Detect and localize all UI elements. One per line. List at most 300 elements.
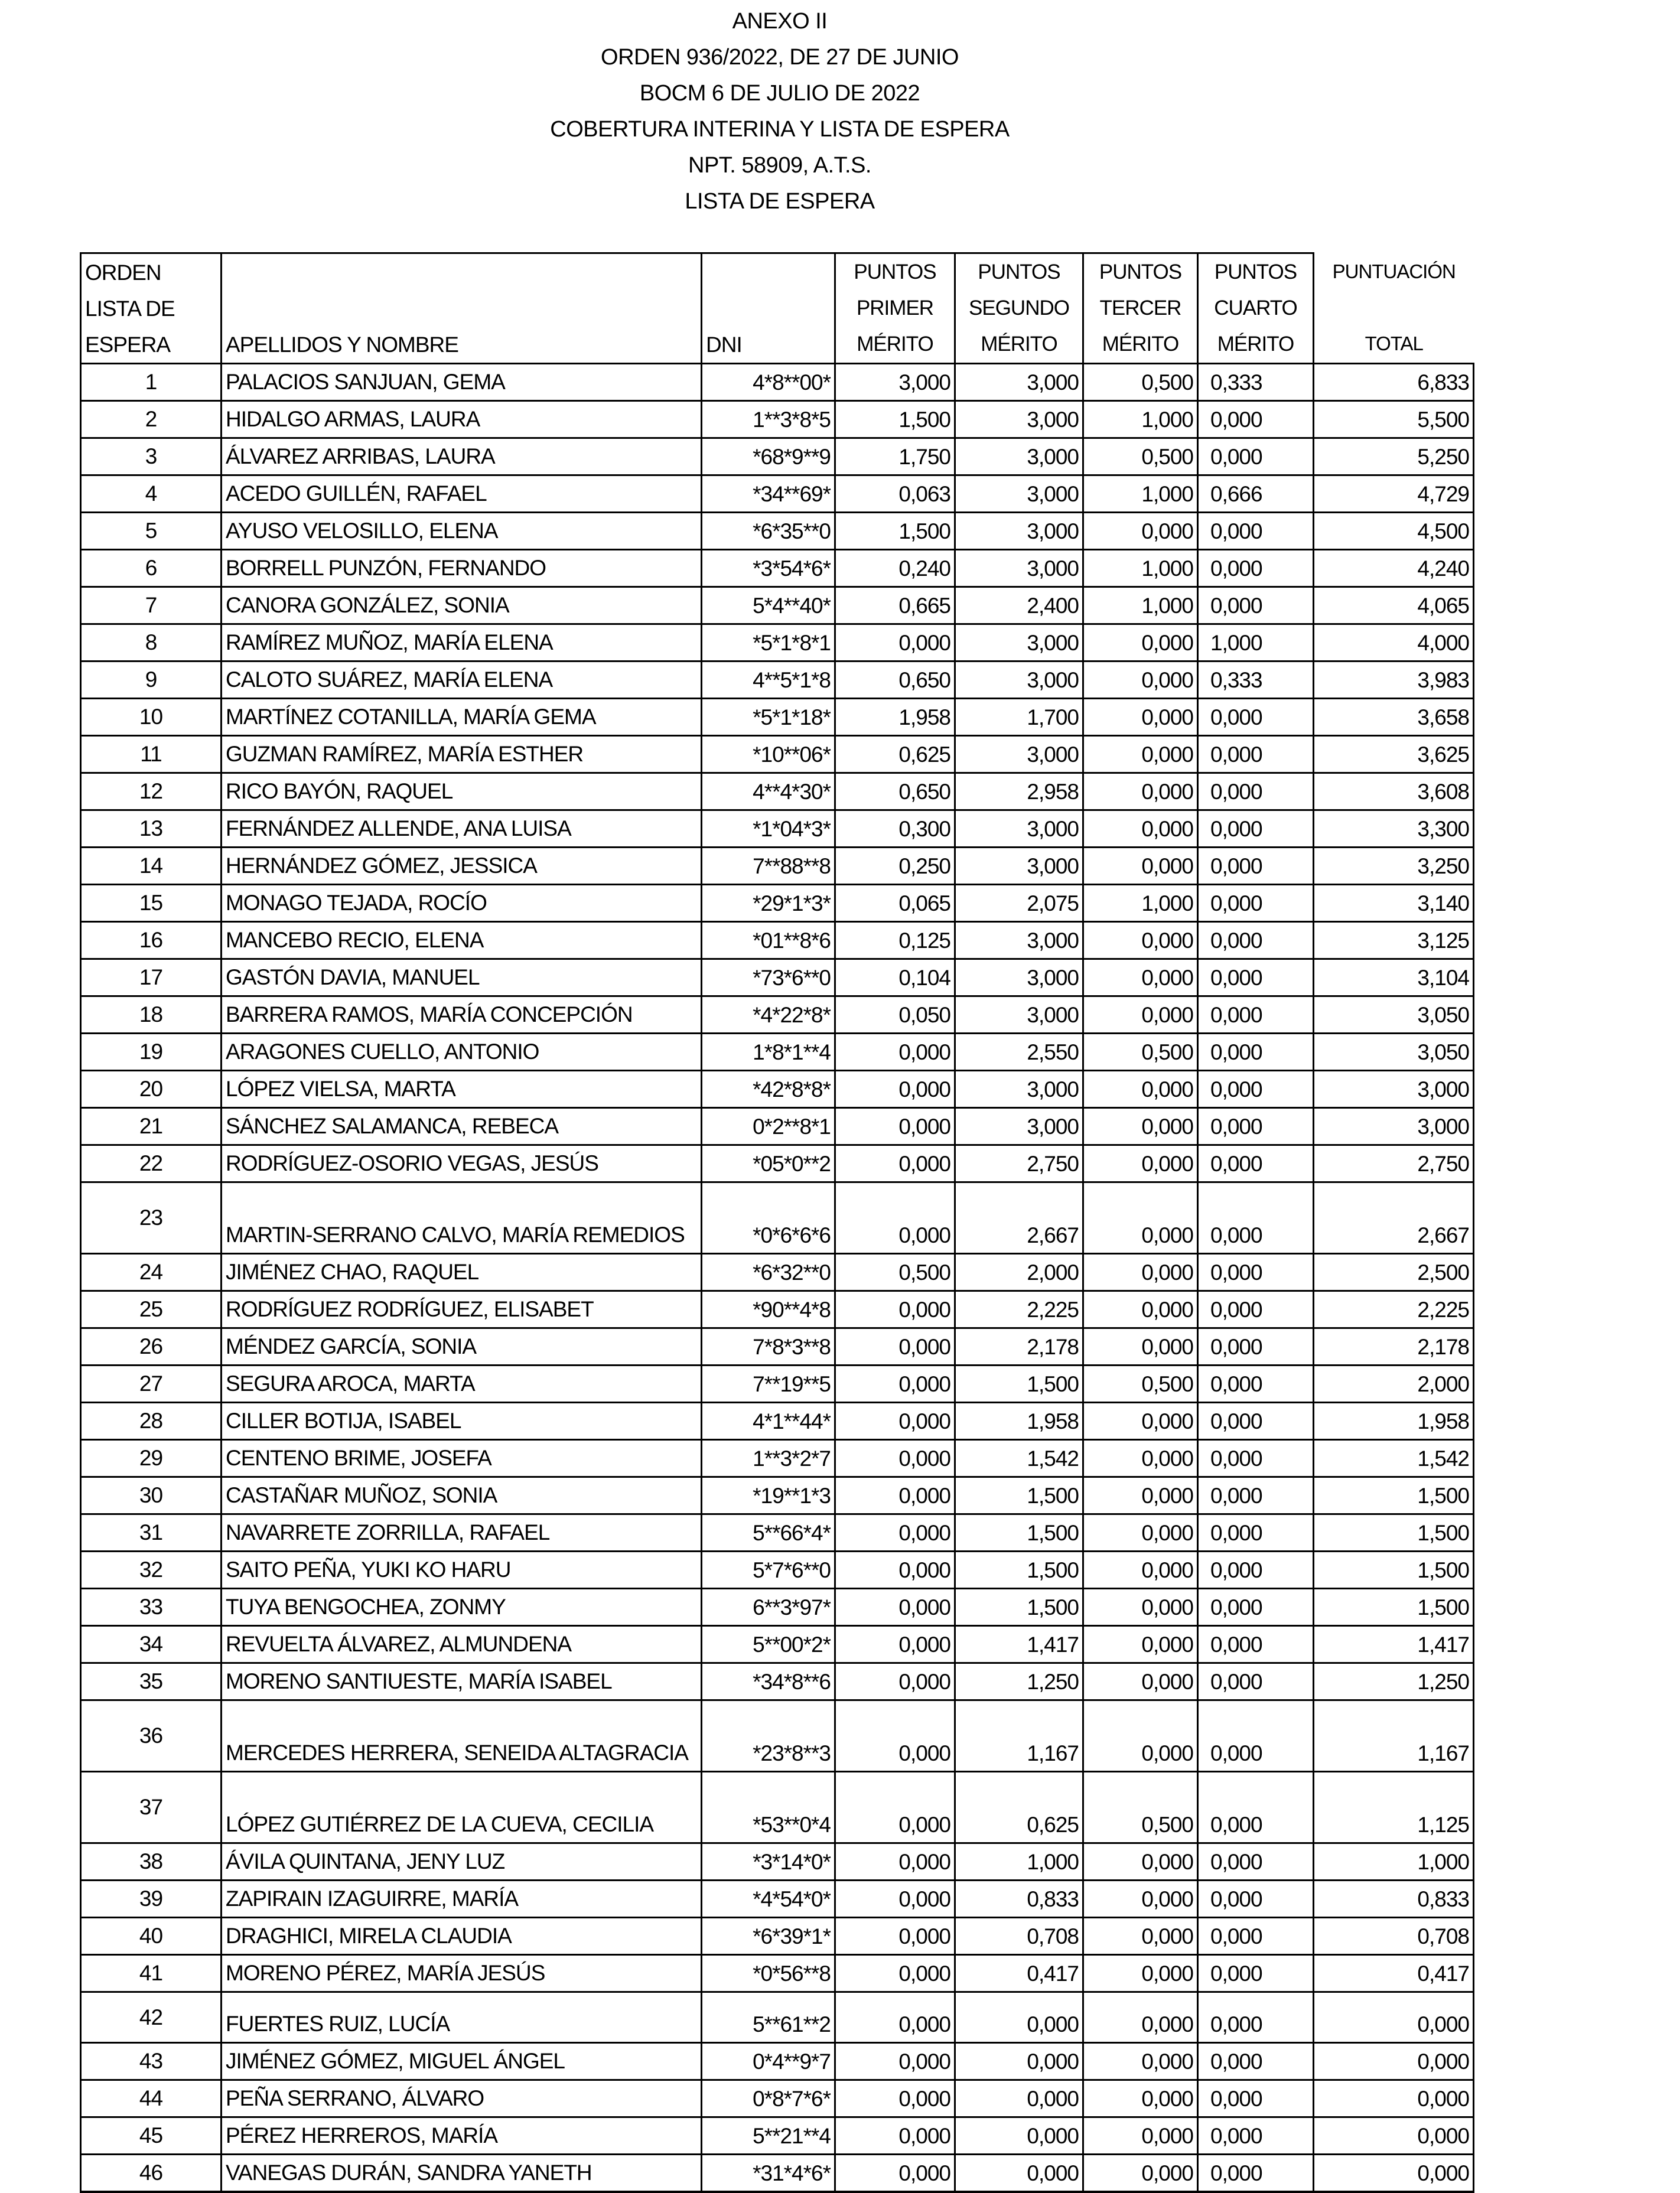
cell-p1: 0,625 bbox=[835, 736, 955, 773]
cell-orden: 23 bbox=[81, 1182, 222, 1254]
cell-nombre: DRAGHICI, MIRELA CLAUDIA bbox=[222, 1918, 702, 1955]
cell-p4: 1,000 bbox=[1198, 624, 1314, 662]
cell-p3: 0,000 bbox=[1083, 2155, 1198, 2192]
cell-p4: 0,000 bbox=[1198, 810, 1314, 848]
cell-p3: 0,000 bbox=[1083, 1881, 1198, 1918]
table-row bbox=[81, 959, 1474, 996]
cell-p2: 1,167 bbox=[955, 1700, 1083, 1772]
header-line: MÉRITO bbox=[1217, 333, 1294, 356]
cell-orden: 1 bbox=[81, 364, 222, 401]
column-header-total bbox=[1314, 253, 1474, 364]
cell-p4: 0,000 bbox=[1198, 1145, 1314, 1182]
cell-orden: 45 bbox=[81, 2117, 222, 2155]
cell-p2: 0,000 bbox=[955, 2080, 1083, 2117]
cell-p3: 0,000 bbox=[1083, 1992, 1198, 2043]
table-row bbox=[81, 662, 1474, 699]
annex-title: ANEXO II bbox=[732, 9, 828, 34]
cell-p3: 0,000 bbox=[1083, 1477, 1198, 1514]
column-header-nombre: APELLIDOS Y NOMBRE bbox=[222, 253, 702, 364]
cell-p1: 0,000 bbox=[835, 1182, 955, 1254]
cell-p1: 0,000 bbox=[835, 1071, 955, 1108]
cell-p3: 0,000 bbox=[1083, 1328, 1198, 1366]
cell-p3: 0,000 bbox=[1083, 1182, 1198, 1254]
cell-dni: *31*4*6* bbox=[702, 2155, 835, 2192]
cell-nombre: ÁVILA QUINTANA, JENY LUZ bbox=[222, 1843, 702, 1881]
table-row bbox=[81, 736, 1474, 773]
header-line: PUNTOS bbox=[1099, 260, 1182, 284]
cell-p2: 3,000 bbox=[955, 848, 1083, 885]
cell-total: 4,000 bbox=[1314, 624, 1474, 662]
cell-p2: 0,000 bbox=[955, 2043, 1083, 2080]
cell-orden: 32 bbox=[81, 1552, 222, 1589]
cell-total: 3,000 bbox=[1314, 1071, 1474, 1108]
cell-dni: *68*9**9 bbox=[702, 438, 835, 475]
cell-p1: 1,500 bbox=[835, 401, 955, 438]
cell-p1: 0,000 bbox=[835, 1700, 955, 1772]
cell-p1: 0,000 bbox=[835, 1772, 955, 1843]
cell-p4: 0,000 bbox=[1198, 1328, 1314, 1366]
cell-dni: 5**66*4* bbox=[702, 1514, 835, 1552]
table-row bbox=[81, 1108, 1474, 1145]
cell-nombre: BARRERA RAMOS, MARÍA CONCEPCIÓN bbox=[222, 996, 702, 1034]
header-line: TERCER bbox=[1099, 296, 1181, 320]
cell-p2: 2,750 bbox=[955, 1145, 1083, 1182]
header-line: SEGUNDO bbox=[969, 296, 1069, 320]
cell-p3: 0,000 bbox=[1083, 1108, 1198, 1145]
cell-p3: 0,000 bbox=[1083, 1291, 1198, 1328]
cell-p3: 0,000 bbox=[1083, 1700, 1198, 1772]
cell-p1: 0,000 bbox=[835, 1843, 955, 1881]
coverage-title: COBERTURA INTERINA Y LISTA DE ESPERA bbox=[550, 117, 1010, 142]
cell-dni: 0*2**8*1 bbox=[702, 1108, 835, 1145]
cell-orden: 35 bbox=[81, 1663, 222, 1700]
cell-total: 2,500 bbox=[1314, 1254, 1474, 1291]
cell-orden: 8 bbox=[81, 624, 222, 662]
cell-dni: 4**5*1*8 bbox=[702, 662, 835, 699]
cell-total: 3,000 bbox=[1314, 1108, 1474, 1145]
table-row bbox=[81, 2155, 1474, 2192]
cell-p2: 3,000 bbox=[955, 364, 1083, 401]
cell-dni: *53**0*4 bbox=[702, 1772, 835, 1843]
table-row bbox=[81, 1254, 1474, 1291]
cell-p4: 0,000 bbox=[1198, 2080, 1314, 2117]
cell-p3: 0,000 bbox=[1083, 513, 1198, 550]
cell-dni: *01**8*6 bbox=[702, 922, 835, 959]
cell-p4: 0,000 bbox=[1198, 1589, 1314, 1626]
cell-p2: 1,500 bbox=[955, 1589, 1083, 1626]
cell-nombre: RODRÍGUEZ RODRÍGUEZ, ELISABET bbox=[222, 1291, 702, 1328]
cell-p3: 0,500 bbox=[1083, 438, 1198, 475]
cell-p1: 0,065 bbox=[835, 885, 955, 922]
cell-p2: 3,000 bbox=[955, 1071, 1083, 1108]
table-row bbox=[81, 1772, 1474, 1843]
cell-dni: 6**3*97* bbox=[702, 1589, 835, 1626]
cell-orden: 4 bbox=[81, 475, 222, 513]
cell-p1: 0,000 bbox=[835, 2117, 955, 2155]
cell-dni: *3*54*6* bbox=[702, 550, 835, 587]
cell-p2: 2,550 bbox=[955, 1034, 1083, 1071]
cell-orden: 22 bbox=[81, 1145, 222, 1182]
cell-orden: 5 bbox=[81, 513, 222, 550]
cell-p1: 0,000 bbox=[835, 1108, 955, 1145]
table-row bbox=[81, 1955, 1474, 1992]
cell-dni: *3*14*0* bbox=[702, 1843, 835, 1881]
cell-nombre: CILLER BOTIJA, ISABEL bbox=[222, 1403, 702, 1440]
column-header-p3 bbox=[1083, 253, 1198, 364]
table-row bbox=[81, 550, 1474, 587]
header-line: CUARTO bbox=[1214, 296, 1297, 320]
cell-p3: 0,000 bbox=[1083, 1843, 1198, 1881]
cell-p3: 0,000 bbox=[1083, 2117, 1198, 2155]
cell-p3: 0,000 bbox=[1083, 1918, 1198, 1955]
header-line: MÉRITO bbox=[981, 333, 1057, 356]
cell-dni: *4*22*8* bbox=[702, 996, 835, 1034]
cell-nombre: GASTÓN DAVIA, MANUEL bbox=[222, 959, 702, 996]
table-row bbox=[81, 2080, 1474, 2117]
cell-p4: 0,000 bbox=[1198, 550, 1314, 587]
cell-p2: 0,625 bbox=[955, 1772, 1083, 1843]
cell-p4: 0,000 bbox=[1198, 1663, 1314, 1700]
cell-p1: 0,665 bbox=[835, 587, 955, 624]
cell-orden: 28 bbox=[81, 1403, 222, 1440]
table-row bbox=[81, 1291, 1474, 1328]
cell-p1: 0,000 bbox=[835, 1034, 955, 1071]
cell-total: 0,000 bbox=[1314, 2117, 1474, 2155]
cell-total: 2,225 bbox=[1314, 1291, 1474, 1328]
cell-p1: 0,000 bbox=[835, 1440, 955, 1477]
cell-orden: 14 bbox=[81, 848, 222, 885]
cell-orden: 13 bbox=[81, 810, 222, 848]
cell-p4: 0,333 bbox=[1198, 662, 1314, 699]
cell-p3: 0,500 bbox=[1083, 1772, 1198, 1843]
cell-total: 6,833 bbox=[1314, 364, 1474, 401]
cell-orden: 2 bbox=[81, 401, 222, 438]
cell-p2: 1,250 bbox=[955, 1663, 1083, 1700]
table-row bbox=[81, 1552, 1474, 1589]
cell-dni: 1**3*8*5 bbox=[702, 401, 835, 438]
cell-p1: 0,000 bbox=[835, 1955, 955, 1992]
cell-p1: 0,000 bbox=[835, 2080, 955, 2117]
cell-p4: 0,000 bbox=[1198, 1881, 1314, 1918]
cell-nombre: MONAGO TEJADA, ROCÍO bbox=[222, 885, 702, 922]
table-row bbox=[81, 996, 1474, 1034]
cell-nombre: ZAPIRAIN IZAGUIRRE, MARÍA bbox=[222, 1881, 702, 1918]
cell-total: 1,500 bbox=[1314, 1589, 1474, 1626]
cell-dni: 4*8**00* bbox=[702, 364, 835, 401]
cell-nombre: VANEGAS DURÁN, SANDRA YANETH bbox=[222, 2155, 702, 2192]
cell-p4: 0,000 bbox=[1198, 2155, 1314, 2192]
table-row bbox=[81, 1626, 1474, 1663]
cell-dni: 5**00*2* bbox=[702, 1626, 835, 1663]
cell-p2: 1,700 bbox=[955, 699, 1083, 736]
table-row bbox=[81, 1182, 1474, 1254]
cell-total: 3,140 bbox=[1314, 885, 1474, 922]
position-reference: NPT. 58909, A.T.S. bbox=[688, 153, 871, 178]
cell-total: 0,000 bbox=[1314, 2080, 1474, 2117]
table-row bbox=[81, 848, 1474, 885]
cell-total: 0,417 bbox=[1314, 1955, 1474, 1992]
cell-p3: 0,000 bbox=[1083, 662, 1198, 699]
list-title: LISTA DE ESPERA bbox=[685, 189, 875, 214]
table-row bbox=[81, 1881, 1474, 1918]
cell-p2: 2,000 bbox=[955, 1254, 1083, 1291]
cell-nombre: HERNÁNDEZ GÓMEZ, JESSICA bbox=[222, 848, 702, 885]
order-reference: ORDEN 936/2022, DE 27 DE JUNIO bbox=[601, 45, 959, 70]
cell-total: 1,167 bbox=[1314, 1700, 1474, 1772]
cell-p3: 0,000 bbox=[1083, 1403, 1198, 1440]
cell-total: 2,000 bbox=[1314, 1366, 1474, 1403]
cell-orden: 34 bbox=[81, 1626, 222, 1663]
cell-nombre: MÉNDEZ GARCÍA, SONIA bbox=[222, 1328, 702, 1366]
cell-p4: 0,000 bbox=[1198, 996, 1314, 1034]
cell-p1: 0,104 bbox=[835, 959, 955, 996]
cell-orden: 16 bbox=[81, 922, 222, 959]
cell-p2: 3,000 bbox=[955, 662, 1083, 699]
cell-total: 1,500 bbox=[1314, 1552, 1474, 1589]
cell-p1: 0,000 bbox=[835, 2043, 955, 2080]
cell-p2: 1,500 bbox=[955, 1552, 1083, 1589]
table-row bbox=[81, 2117, 1474, 2155]
column-header-p4 bbox=[1198, 253, 1314, 364]
cell-orden: 42 bbox=[81, 1992, 222, 2043]
cell-p4: 0,000 bbox=[1198, 401, 1314, 438]
cell-p3: 0,000 bbox=[1083, 1514, 1198, 1552]
cell-orden: 27 bbox=[81, 1366, 222, 1403]
cell-p1: 0,000 bbox=[835, 1663, 955, 1700]
cell-dni: 7**19**5 bbox=[702, 1366, 835, 1403]
cell-p3: 0,000 bbox=[1083, 1145, 1198, 1182]
cell-total: 0,000 bbox=[1314, 2155, 1474, 2192]
cell-nombre: SAITO PEÑA, YUKI KO HARU bbox=[222, 1552, 702, 1589]
cell-total: 1,417 bbox=[1314, 1626, 1474, 1663]
cell-dni: 0*8*7*6* bbox=[702, 2080, 835, 2117]
cell-orden: 30 bbox=[81, 1477, 222, 1514]
cell-nombre: SÁNCHEZ SALAMANCA, REBECA bbox=[222, 1108, 702, 1145]
cell-p4: 0,000 bbox=[1198, 2117, 1314, 2155]
cell-orden: 29 bbox=[81, 1440, 222, 1477]
header-line: ORDEN bbox=[85, 260, 161, 285]
cell-p1: 0,000 bbox=[835, 1626, 955, 1663]
cell-nombre: PALACIOS SANJUAN, GEMA bbox=[222, 364, 702, 401]
header-line: MÉRITO bbox=[857, 333, 933, 356]
cell-dni: *90**4*8 bbox=[702, 1291, 835, 1328]
cell-p2: 0,000 bbox=[955, 1992, 1083, 2043]
cell-p4: 0,000 bbox=[1198, 2043, 1314, 2080]
cell-nombre: LÓPEZ GUTIÉRREZ DE LA CUEVA, CECILIA bbox=[222, 1772, 702, 1843]
cell-p4: 0,333 bbox=[1198, 364, 1314, 401]
cell-p3: 0,000 bbox=[1083, 1254, 1198, 1291]
cell-dni: 4**4*30* bbox=[702, 773, 835, 810]
cell-total: 1,125 bbox=[1314, 1772, 1474, 1843]
cell-orden: 31 bbox=[81, 1514, 222, 1552]
cell-orden: 41 bbox=[81, 1955, 222, 1992]
cell-p1: 0,000 bbox=[835, 1477, 955, 1514]
cell-dni: 5*7*6**0 bbox=[702, 1552, 835, 1589]
header-line: PUNTOS bbox=[1214, 260, 1297, 284]
cell-p1: 0,240 bbox=[835, 550, 955, 587]
cell-total: 0,000 bbox=[1314, 2043, 1474, 2080]
cell-p3: 0,000 bbox=[1083, 922, 1198, 959]
header-line: TOTAL bbox=[1365, 332, 1423, 354]
cell-p2: 1,958 bbox=[955, 1403, 1083, 1440]
cell-p2: 3,000 bbox=[955, 996, 1083, 1034]
cell-p2: 2,400 bbox=[955, 587, 1083, 624]
cell-p2: 1,417 bbox=[955, 1626, 1083, 1663]
header-spacer bbox=[1318, 289, 1470, 325]
cell-total: 4,729 bbox=[1314, 475, 1474, 513]
cell-dni: *73*6**0 bbox=[702, 959, 835, 996]
cell-dni: *0*56**8 bbox=[702, 1955, 835, 1992]
cell-nombre: HIDALGO ARMAS, LAURA bbox=[222, 401, 702, 438]
cell-p1: 0,063 bbox=[835, 475, 955, 513]
cell-p3: 0,000 bbox=[1083, 1663, 1198, 1700]
cell-nombre: PEÑA SERRANO, ÁLVARO bbox=[222, 2080, 702, 2117]
cell-orden: 36 bbox=[81, 1700, 222, 1772]
cell-p3: 0,000 bbox=[1083, 624, 1198, 662]
cell-p4: 0,000 bbox=[1198, 1843, 1314, 1881]
cell-p4: 0,000 bbox=[1198, 1254, 1314, 1291]
cell-p4: 0,000 bbox=[1198, 736, 1314, 773]
cell-p2: 0,000 bbox=[955, 2117, 1083, 2155]
cell-nombre: BORRELL PUNZÓN, FERNANDO bbox=[222, 550, 702, 587]
cell-dni: *5*1*18* bbox=[702, 699, 835, 736]
cell-p1: 0,000 bbox=[835, 1403, 955, 1440]
table-row bbox=[81, 1589, 1474, 1626]
cell-p4: 0,000 bbox=[1198, 1477, 1314, 1514]
document-header bbox=[0, 4, 1559, 220]
cell-p2: 2,225 bbox=[955, 1291, 1083, 1328]
cell-p4: 0,000 bbox=[1198, 1182, 1314, 1254]
table-row bbox=[81, 810, 1474, 848]
cell-nombre: MARTIN-SERRANO CALVO, MARÍA REMEDIOS bbox=[222, 1182, 702, 1254]
cell-total: 3,300 bbox=[1314, 810, 1474, 848]
cell-orden: 24 bbox=[81, 1254, 222, 1291]
cell-p4: 0,000 bbox=[1198, 1071, 1314, 1108]
cell-total: 5,250 bbox=[1314, 438, 1474, 475]
cell-p3: 0,000 bbox=[1083, 2043, 1198, 2080]
cell-nombre: GUZMAN RAMÍREZ, MARÍA ESTHER bbox=[222, 736, 702, 773]
table-row bbox=[81, 699, 1474, 736]
cell-p1: 0,000 bbox=[835, 1366, 955, 1403]
cell-p4: 0,000 bbox=[1198, 513, 1314, 550]
cell-p3: 0,000 bbox=[1083, 773, 1198, 810]
cell-nombre: MERCEDES HERRERA, SENEIDA ALTAGRACIA bbox=[222, 1700, 702, 1772]
cell-orden: 25 bbox=[81, 1291, 222, 1328]
cell-p4: 0,000 bbox=[1198, 1626, 1314, 1663]
cell-p3: 0,000 bbox=[1083, 996, 1198, 1034]
cell-p4: 0,000 bbox=[1198, 848, 1314, 885]
cell-total: 2,667 bbox=[1314, 1182, 1474, 1254]
header-line: ESPERA bbox=[85, 333, 171, 357]
cell-orden: 20 bbox=[81, 1071, 222, 1108]
waiting-list-table bbox=[80, 252, 1474, 2193]
cell-total: 3,104 bbox=[1314, 959, 1474, 996]
cell-dni: *6*39*1* bbox=[702, 1918, 835, 1955]
cell-nombre: MORENO PÉREZ, MARÍA JESÚS bbox=[222, 1955, 702, 1992]
cell-nombre: MARTÍNEZ COTANILLA, MARÍA GEMA bbox=[222, 699, 702, 736]
cell-p4: 0,000 bbox=[1198, 922, 1314, 959]
cell-p4: 0,000 bbox=[1198, 699, 1314, 736]
cell-total: 3,608 bbox=[1314, 773, 1474, 810]
cell-p2: 3,000 bbox=[955, 401, 1083, 438]
cell-p1: 0,000 bbox=[835, 1992, 955, 2043]
cell-dni: 5**21**4 bbox=[702, 2117, 835, 2155]
cell-dni: 7*8*3**8 bbox=[702, 1328, 835, 1366]
cell-p2: 3,000 bbox=[955, 513, 1083, 550]
cell-p2: 0,833 bbox=[955, 1881, 1083, 1918]
cell-p2: 3,000 bbox=[955, 475, 1083, 513]
cell-dni: *19**1*3 bbox=[702, 1477, 835, 1514]
cell-nombre: MORENO SANTIUESTE, MARÍA ISABEL bbox=[222, 1663, 702, 1700]
cell-total: 4,065 bbox=[1314, 587, 1474, 624]
cell-dni: *42*8*8* bbox=[702, 1071, 835, 1108]
cell-p2: 2,667 bbox=[955, 1182, 1083, 1254]
cell-p2: 1,500 bbox=[955, 1514, 1083, 1552]
cell-p4: 0,000 bbox=[1198, 438, 1314, 475]
cell-p1: 0,000 bbox=[835, 2155, 955, 2192]
cell-p1: 0,000 bbox=[835, 1328, 955, 1366]
cell-p4: 0,000 bbox=[1198, 1552, 1314, 1589]
cell-p2: 1,500 bbox=[955, 1366, 1083, 1403]
cell-p1: 0,000 bbox=[835, 1589, 955, 1626]
cell-p2: 3,000 bbox=[955, 550, 1083, 587]
cell-nombre: AYUSO VELOSILLO, ELENA bbox=[222, 513, 702, 550]
bulletin-reference: BOCM 6 DE JULIO DE 2022 bbox=[639, 81, 920, 106]
cell-total: 0,833 bbox=[1314, 1881, 1474, 1918]
cell-p3: 1,000 bbox=[1083, 885, 1198, 922]
table-header-row bbox=[81, 253, 1474, 364]
cell-p2: 0,708 bbox=[955, 1918, 1083, 1955]
cell-p4: 0,000 bbox=[1198, 1992, 1314, 2043]
cell-orden: 18 bbox=[81, 996, 222, 1034]
cell-p4: 0,000 bbox=[1198, 885, 1314, 922]
cell-dni: 1*8*1**4 bbox=[702, 1034, 835, 1071]
cell-p4: 0,000 bbox=[1198, 1955, 1314, 1992]
cell-p4: 0,000 bbox=[1198, 1108, 1314, 1145]
cell-total: 1,250 bbox=[1314, 1663, 1474, 1700]
cell-p2: 2,958 bbox=[955, 773, 1083, 810]
table-row bbox=[81, 922, 1474, 959]
column-header-dni: DNI bbox=[702, 253, 835, 364]
cell-p3: 0,000 bbox=[1083, 1071, 1198, 1108]
cell-total: 1,542 bbox=[1314, 1440, 1474, 1477]
cell-total: 2,750 bbox=[1314, 1145, 1474, 1182]
cell-p2: 2,075 bbox=[955, 885, 1083, 922]
cell-orden: 21 bbox=[81, 1108, 222, 1145]
cell-p4: 0,000 bbox=[1198, 959, 1314, 996]
cell-orden: 26 bbox=[81, 1328, 222, 1366]
cell-nombre: CASTAÑAR MUÑOZ, SONIA bbox=[222, 1477, 702, 1514]
cell-total: 3,250 bbox=[1314, 848, 1474, 885]
cell-dni: *29*1*3* bbox=[702, 885, 835, 922]
cell-nombre: FUERTES RUIZ, LUCÍA bbox=[222, 1992, 702, 2043]
cell-p3: 0,500 bbox=[1083, 1366, 1198, 1403]
cell-dni: 7**88**8 bbox=[702, 848, 835, 885]
cell-p2: 3,000 bbox=[955, 438, 1083, 475]
cell-p1: 3,000 bbox=[835, 364, 955, 401]
cell-p2: 3,000 bbox=[955, 736, 1083, 773]
cell-p1: 0,000 bbox=[835, 1881, 955, 1918]
cell-dni: 5*4**40* bbox=[702, 587, 835, 624]
cell-p4: 0,000 bbox=[1198, 1772, 1314, 1843]
cell-p1: 0,125 bbox=[835, 922, 955, 959]
cell-p4: 0,666 bbox=[1198, 475, 1314, 513]
cell-orden: 37 bbox=[81, 1772, 222, 1843]
cell-dni: *05*0**2 bbox=[702, 1145, 835, 1182]
cell-total: 1,500 bbox=[1314, 1514, 1474, 1552]
table-row bbox=[81, 475, 1474, 513]
cell-dni: *34*8**6 bbox=[702, 1663, 835, 1700]
